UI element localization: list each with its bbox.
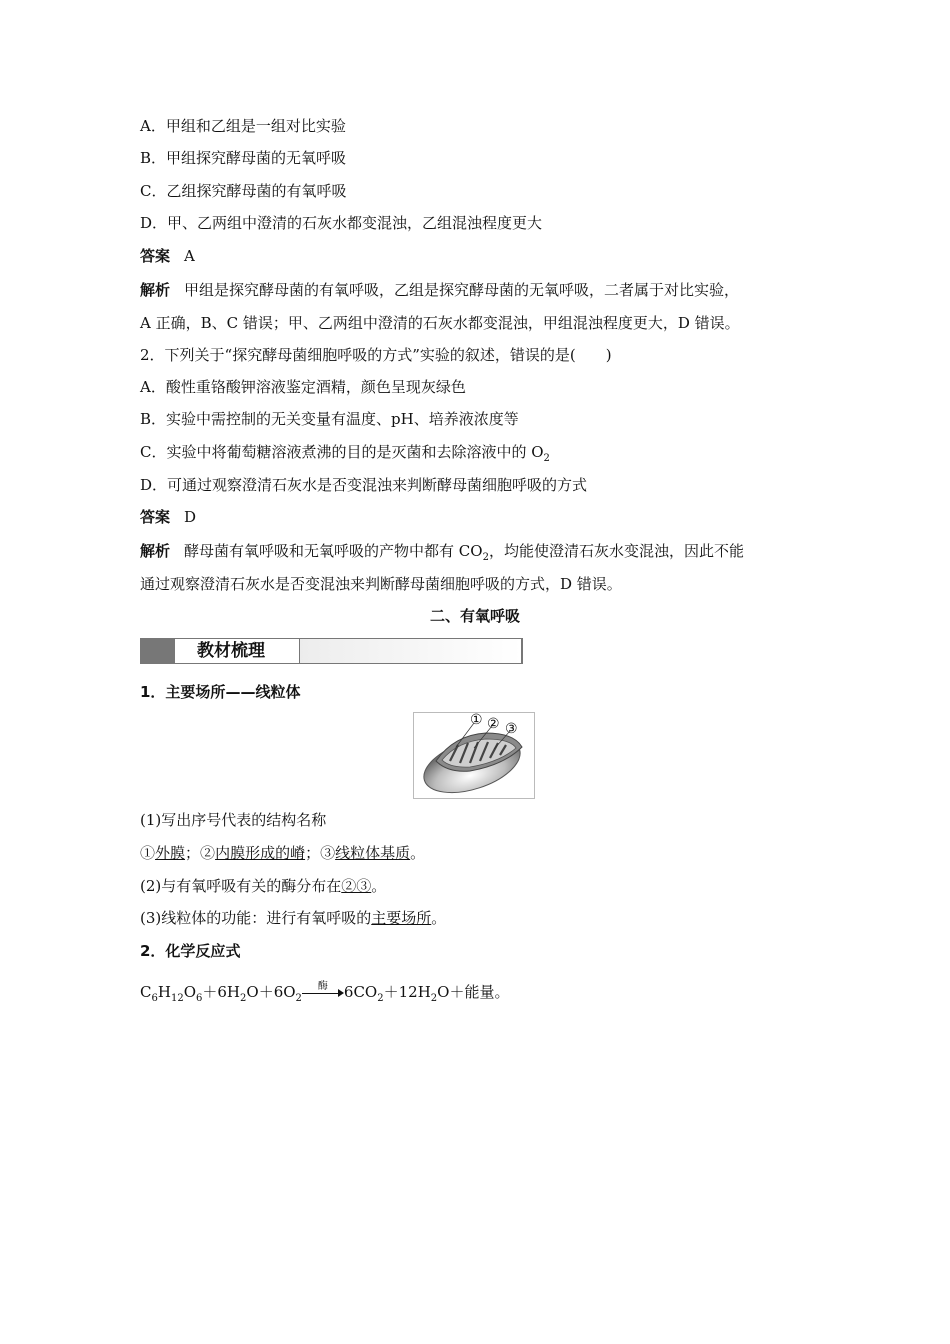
- analysis-text: 酵母菌有氧呼吸和无氧呼吸的产物中都有 CO: [184, 542, 483, 560]
- figure-label-2: ②: [487, 716, 500, 732]
- eq-energy: ＋能量。: [449, 983, 510, 1001]
- q2-option-c: [140, 442, 550, 462]
- q2-option-a: A．酸性重铬酸钾溶液鉴定酒精，颜色呈现灰绿色: [140, 378, 466, 396]
- q2-answer: [140, 507, 196, 527]
- chemical-equation: [140, 982, 509, 1002]
- q1-option-a: A．甲组和乙组是一组对比实验: [140, 117, 346, 135]
- eq-water: ＋6H: [202, 983, 240, 1001]
- subscript: 12: [170, 993, 184, 1004]
- q1-option-c: C．乙组探究酵母菌的有氧呼吸: [140, 182, 347, 200]
- separator: ；: [305, 844, 321, 862]
- banner-label: 教材梳理: [174, 639, 300, 663]
- section-title: 二、有氧呼吸: [429, 607, 520, 625]
- part1-sub2: [140, 876, 386, 896]
- period: 。: [431, 909, 447, 927]
- part1-heading: 1．主要场所——线粒体: [140, 683, 301, 701]
- subscript: 2: [482, 552, 489, 563]
- answer-enzyme-location: ②③: [341, 877, 372, 895]
- analysis-text-cont: ，均能使澄清石灰水变混浊，因此不能: [488, 542, 744, 560]
- marker-2: ②: [200, 844, 216, 862]
- q2-option-b: B．实验中需控制的无关变量有温度、pH、培养液浓度等: [140, 410, 519, 428]
- q1-option-b: B．甲组探究酵母菌的无氧呼吸: [140, 149, 347, 167]
- sub2-text: (2)与有氧呼吸有关的酶分布在: [140, 877, 342, 895]
- separator: ；: [185, 844, 201, 862]
- q2-stem: 2．下列关于“探究酵母菌细胞呼吸的方式”实验的叙述，错误的是( ): [140, 346, 612, 364]
- answer-outer-membrane: 外膜: [155, 844, 186, 862]
- subscript: 2: [430, 993, 438, 1004]
- analysis-text: 甲组是探究酵母菌的有氧呼吸，乙组是探究酵母菌的无氧呼吸，二者属于对比实验，: [184, 281, 740, 299]
- q2-option-c-text: C．实验中将葡萄糖溶液煮沸的目的是灭菌和去除溶液中的 O: [140, 443, 544, 461]
- q1-answer: [140, 246, 195, 266]
- banner-cap: [521, 638, 523, 664]
- q2-analysis-line-1: [140, 541, 744, 561]
- part1-sub3: [140, 908, 446, 928]
- q1-analysis-line-1: [140, 280, 739, 300]
- eq-o: O: [183, 983, 196, 1001]
- answer-function: 主要场所: [371, 909, 432, 927]
- marker-3: ③: [320, 844, 336, 862]
- answer-matrix: 线粒体基质: [335, 844, 411, 862]
- eq-water-product: ＋12H: [383, 983, 431, 1001]
- analysis-label: 解析: [140, 542, 171, 560]
- eq-h: H: [157, 983, 171, 1001]
- answer-value: D: [184, 508, 197, 526]
- eq-o: O: [246, 983, 259, 1001]
- period: 。: [371, 877, 387, 895]
- analysis-label: 解析: [140, 281, 171, 299]
- answer-label: 答案: [140, 508, 171, 526]
- marker-1: ①: [140, 844, 156, 862]
- subscript: 2: [377, 993, 384, 1004]
- q2-analysis-line-2: 通过观察澄清石灰水是否变混浊来判断酵母菌细胞呼吸的方式，D 错误。: [140, 575, 622, 593]
- arrow-head: [338, 989, 344, 997]
- q1-analysis-line-2: A 正确，B、C 错误；甲、乙两组中澄清的石灰水都变混浊，甲组混浊程度更大，D 错误。: [140, 314, 740, 332]
- arrow-line: [302, 993, 340, 994]
- answer-label: 答案: [140, 247, 171, 265]
- answer-cristae: 内膜形成的嵴: [215, 844, 306, 862]
- part1-sub1: (1)写出序号代表的结构名称: [140, 811, 327, 829]
- banner-stub: [140, 639, 174, 663]
- part2-heading: 2．化学反应式: [140, 942, 241, 960]
- sub3-text: (3)线粒体的功能：进行有氧呼吸的: [140, 909, 372, 927]
- subscript: 2: [240, 993, 247, 1004]
- figure-label-3: ③: [505, 721, 518, 737]
- eq-oxygen: ＋6O: [258, 983, 296, 1001]
- period: 。: [410, 844, 426, 862]
- q1-option-d: D．甲、乙两组中澄清的石灰水都变混浊，乙组混浊程度更大: [140, 214, 543, 232]
- reaction-arrow: [302, 981, 344, 999]
- enzyme-label: 酶: [317, 981, 328, 992]
- eq-o: O: [437, 983, 450, 1001]
- part1-structure-names: [140, 843, 425, 863]
- subscript: 6: [151, 993, 158, 1004]
- subscript: 2: [295, 993, 302, 1004]
- eq-co2: 6CO: [343, 983, 378, 1001]
- subscript: 2: [543, 453, 550, 464]
- figure-label-1: ①: [470, 712, 483, 728]
- q2-option-d: D．可通过观察澄清石灰水是否变混浊来判断酵母菌细胞呼吸的方式: [140, 476, 588, 494]
- answer-value: A: [184, 247, 195, 265]
- section-banner: [140, 638, 522, 664]
- eq-c: C: [140, 983, 152, 1001]
- subscript: 6: [196, 993, 203, 1004]
- mitochondrion-figure: [413, 712, 535, 799]
